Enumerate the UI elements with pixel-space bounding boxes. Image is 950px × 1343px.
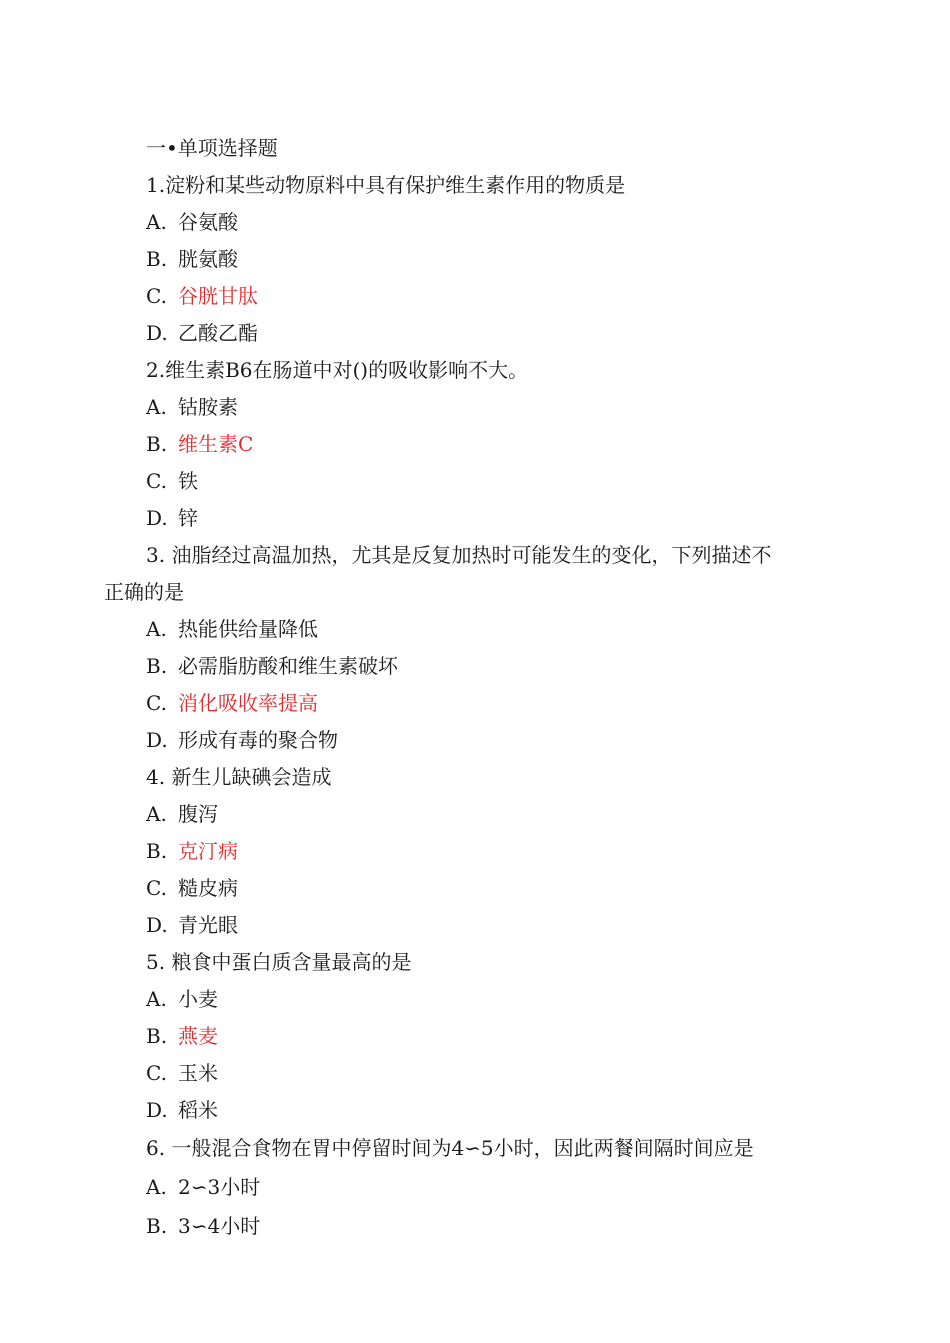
question-6-stem: 6. 一般混合食物在胃中停留时间为4∽5小时，因此两餐间隔时间应是 xyxy=(146,1136,754,1160)
question-3-option-d xyxy=(146,728,338,752)
question-5-stem: 5. 粮食中蛋白质含量最高的是 xyxy=(146,950,412,974)
option-text: 热能供给量降低 xyxy=(178,617,318,641)
option-letter: D. xyxy=(146,321,168,345)
question-4-option-c xyxy=(146,876,238,900)
question-3-stem-line-1: 3. 油脂经过高温加热，尤其是反复加热时可能发生的变化，下列描述不 xyxy=(146,543,772,567)
option-letter: B. xyxy=(146,654,168,678)
option-text: 3∽4小时 xyxy=(178,1214,261,1238)
option-text: 腹泻 xyxy=(178,802,218,826)
question-3-option-b xyxy=(146,654,398,678)
question-6-option-a xyxy=(146,1175,260,1199)
option-letter: A. xyxy=(146,210,167,234)
option-text: 青光眼 xyxy=(178,913,238,937)
question-4-option-d xyxy=(146,913,238,937)
option-text-answer: 消化吸收率提高 xyxy=(178,691,318,715)
question-3-option-c xyxy=(146,691,318,715)
option-letter: A. xyxy=(146,802,167,826)
option-letter: C. xyxy=(146,876,167,900)
option-text-answer: 谷胱甘肽 xyxy=(178,284,258,308)
option-letter: C. xyxy=(146,1061,167,1085)
option-text: 锌 xyxy=(178,506,198,530)
option-letter: A. xyxy=(146,395,167,419)
option-letter: C. xyxy=(146,284,167,308)
option-text: 小麦 xyxy=(178,987,218,1011)
question-3-option-a xyxy=(146,617,318,641)
option-text: 形成有毒的聚合物 xyxy=(178,728,338,752)
option-text: 糙皮病 xyxy=(178,876,238,900)
option-letter: B. xyxy=(146,247,168,271)
question-2-option-a xyxy=(146,395,238,419)
option-text: 乙酸乙酯 xyxy=(178,321,258,345)
option-letter: D. xyxy=(146,1098,168,1122)
question-1-option-a xyxy=(146,210,238,234)
option-letter: D. xyxy=(146,506,168,530)
question-4-option-a xyxy=(146,802,218,826)
option-text-answer: 克汀病 xyxy=(178,839,238,863)
question-5-option-a xyxy=(146,987,218,1011)
option-letter: D. xyxy=(146,913,168,937)
option-text-answer: 燕麦 xyxy=(178,1024,218,1048)
question-1-option-b xyxy=(146,247,238,271)
question-1-option-c xyxy=(146,284,258,308)
option-letter: B. xyxy=(146,1214,168,1238)
question-1-option-d xyxy=(146,321,258,345)
option-text: 稻米 xyxy=(178,1098,218,1122)
question-2-stem: 2.维生素B6在肠道中对()的吸收影响不大。 xyxy=(146,358,529,382)
option-text: 钴胺素 xyxy=(178,395,238,419)
question-2-option-b xyxy=(146,432,253,456)
option-letter: B. xyxy=(146,1024,168,1048)
option-letter: B. xyxy=(146,432,168,456)
question-5-option-c xyxy=(146,1061,218,1085)
option-text: 铁 xyxy=(178,469,198,493)
question-6-option-b xyxy=(146,1214,260,1238)
question-4-option-b xyxy=(146,839,238,863)
option-text: 必需脂肪酸和维生素破坏 xyxy=(178,654,398,678)
option-text: 胱氨酸 xyxy=(178,247,238,271)
question-3-stem-line-2: 正确的是 xyxy=(104,580,184,604)
question-4-stem: 4. 新生儿缺碘会造成 xyxy=(146,765,332,789)
question-5-option-b xyxy=(146,1024,218,1048)
question-1-stem: 1.淀粉和某些动物原料中具有保护维生素作用的物质是 xyxy=(146,173,626,197)
question-2-option-d xyxy=(146,506,198,530)
option-letter: A. xyxy=(146,617,167,641)
question-5-option-d xyxy=(146,1098,218,1122)
option-letter: A. xyxy=(146,987,167,1011)
option-letter: C. xyxy=(146,691,167,715)
option-text: 2∽3小时 xyxy=(178,1175,261,1199)
option-letter: C. xyxy=(146,469,167,493)
option-letter: B. xyxy=(146,839,168,863)
section-title: 一•单项选择题 xyxy=(146,136,278,160)
question-2-option-c xyxy=(146,469,198,493)
option-letter: D. xyxy=(146,728,168,752)
option-text-answer: 维生素C xyxy=(178,432,254,456)
option-text: 玉米 xyxy=(178,1061,218,1085)
option-text: 谷氨酸 xyxy=(178,210,238,234)
option-letter: A. xyxy=(146,1175,167,1199)
